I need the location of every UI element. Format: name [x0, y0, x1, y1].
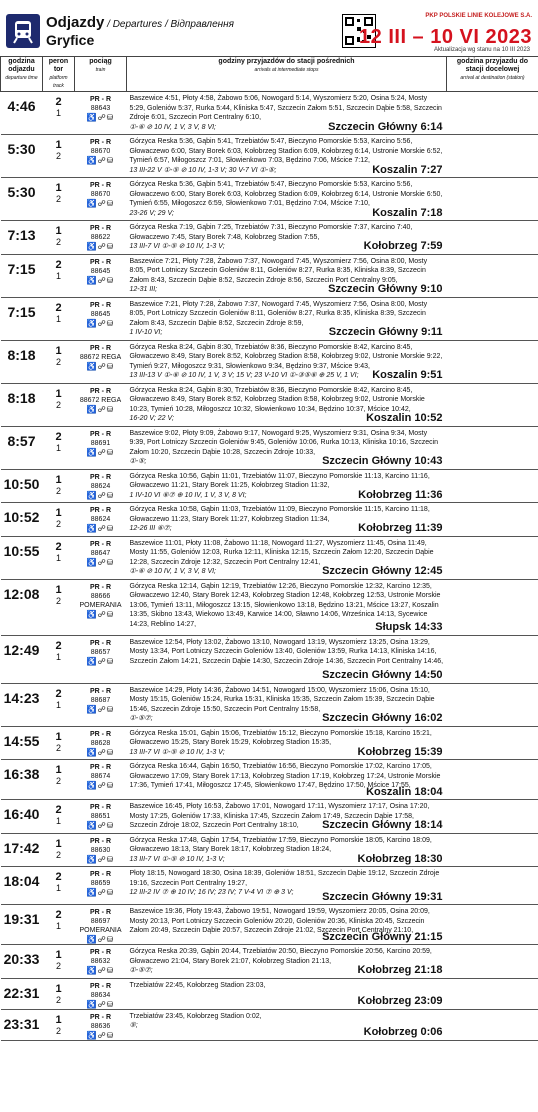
intermediate-stops: Baszewice 16:45, Płoty 16:53, Żabowo 17:01, Nowogard 17:11, Wyszomierz 17:17, Osina 17:20, Mosty 17:25, Goleniów 17:33, Kliniska 17:45, Szczecin Załom 17:49, Szczecin Dąbie 17:58, Szczecin Zdroje 18:02, Szczecin Port Centralny 18:10, Szczecin Główny 18:14	[127, 800, 447, 834]
destination-arrival: Kołobrzeg 11:39	[358, 522, 443, 534]
destination-arrival: Koszalin 9:51	[372, 369, 443, 381]
page-title: Odjazdy / Departures / Відправлення	[46, 14, 234, 31]
running-days-note: ①-⑥ ⊘ 10 IV, 1 V, 3 V, 8 VI;	[129, 123, 217, 131]
amenity-icons: ♿☍⛁	[86, 318, 115, 328]
departure-time: 8:18	[1, 383, 43, 426]
destination-arrival: Szczecin Główny 9:10	[328, 283, 443, 295]
train-info: PR - R 88630 ♿☍⛁	[75, 833, 127, 867]
amenity-icons: ♿☍⛁	[86, 404, 115, 414]
amenity-icons: ♿☍⛁	[86, 888, 115, 897]
train-info: PR - R 88697 POMERANIA ♿☍⛁	[75, 905, 127, 945]
table-row	[1, 297, 538, 340]
intermediate-stops: Płoty 18:15, Nowogard 18:30, Osina 18:39, Goleniów 18:51, Szczecin Dąbie 19:12, Szczecin Zdroje 19:16, Szczecin Port Centralny 19:27, 12 III-2 IV ⑦ ⊕ 10 IV; 16 IV; 23 IV; 7 V-4 VI ⑦ ⊕ 3 V; Szczecin Główny 19:31	[127, 867, 447, 905]
platform-track: 2 1	[43, 536, 75, 579]
platform-track: 1 2	[43, 135, 75, 178]
amenity-icons: ♿☍⛁	[86, 781, 115, 790]
departure-time: 12:08	[1, 579, 43, 635]
platform-track: 2 1	[43, 635, 75, 683]
table-row	[1, 178, 538, 221]
departure-time: 22:31	[1, 978, 43, 1009]
train-info: PR - R 88636 ♿☍⛁	[75, 1009, 127, 1040]
destination-cell	[447, 978, 538, 1009]
departure-time: 14:23	[1, 683, 43, 726]
intermediate-stops: Baszewice 4:51, Płoty 4:58, Żabowo 5:06, Nowogard 5:14, Wyszomierz 5:20, Osina 5:24, Mosty 5:29, Goleniów 5:37, Rurka 5:44, Kliniska 5:47, Szczecin Załom 5:51, Szczecin Dąbie 5:58, Szczecin Zdroje 6:01, Szczecin Port Centralny 6:10, ①-⑥ ⊘ 10 IV, 1 V, 3 V, 8 VI; Szczecin Główny 6:14	[127, 92, 447, 135]
destination-cell	[447, 469, 538, 503]
table-row	[1, 92, 538, 135]
amenity-icons: ♿☍⛁	[86, 275, 115, 285]
intermediate-stops: Trzebiatów 22:45, Kołobrzeg Stadion 23:03, Kołobrzeg 23:09	[127, 978, 447, 1009]
train-info: PR - R 88672 REGA ♿☍⛁	[75, 383, 127, 426]
platform-track: 1 2	[43, 178, 75, 221]
train-info: PR - R 88657 ♿☍⛁	[75, 635, 127, 683]
column-header-train: pociąg train	[75, 57, 127, 92]
table-row	[1, 833, 538, 867]
train-info: PR - R 88624 ♿☍⛁	[75, 503, 127, 537]
destination-cell	[447, 340, 538, 383]
destination-cell	[447, 800, 538, 834]
destination-cell	[447, 135, 538, 178]
table-row	[1, 340, 538, 383]
intermediate-stops: Górzyca Reska 5:36, Gąbin 5:41, Trzebiatów 5:47, Bieczyno Pomorskie 5:53, Karcino 5:56, Głowaczewo 6:00, Stary Borek 6:03, Kołobrzeg Stadion 6:09, Kołobrzeg 6:14, Ustronie Morskie 6:50, Tymień 6:55, Miłogoszcz 6:59, Słowienkowo 7:01, Będzino 7:04, Mścice 7:10, 23-26 V; 29 V; Koszalin 7:18	[127, 178, 447, 221]
table-row	[1, 800, 538, 834]
running-days-note: ①-⑤;	[129, 458, 147, 465]
intermediate-stops: Baszewice 14:29, Płoty 14:36, Żabowo 14:51, Nowogard 15:00, Wyszomierz 15:06, Osina 15:10, Mosty 15:15, Goleniów 15:24, Rurka 15:31, Kliniska 15:35, Szczecin Załom 15:39, Szczecin Dąbie 15:46, Szczecin Zdroje 15:50, Szczecin Port Centralny 15:58, ①-⑤⑦; Szczecin Główny 16:02	[127, 683, 447, 726]
amenity-icons: ♿☍⛁	[86, 935, 115, 944]
destination-arrival: Kołobrzeg 18:30	[357, 852, 443, 865]
train-info: PR - R 88659 ♿☍⛁	[75, 867, 127, 905]
platform-track: 1 2	[43, 833, 75, 867]
running-days-note: 23-26 V; 29 V;	[129, 209, 174, 217]
table-row	[1, 426, 538, 469]
amenity-icons: ♿☍⛁	[86, 490, 115, 500]
amenity-icons: ♿☍⛁	[86, 242, 115, 251]
amenity-icons: ♿☍⛁	[86, 821, 115, 830]
destination-arrival: Szczecin Główny 21:15	[322, 930, 443, 943]
amenity-icons: ♿☍⛁	[86, 447, 115, 457]
train-info: PR - R 88645 ♿☍⛁	[75, 254, 127, 297]
intermediate-stops: Górzyca Reska 17:48, Gąbin 17:54, Trzebiatów 17:59, Bieczyno Pomorskie 18:05, Karcino 18:09, Głowaczewo 18:13, Stary Borek 18:17, Kołobrzeg Stadion 18:24, 13 III-7 VI ①-⑤ ⊘ 10 IV, 1-3 V; Kołobrzeg 18:30	[127, 833, 447, 867]
column-header-destination: godzina przyjazdu do stacji docelowej arrival at destination (station)	[447, 57, 538, 92]
update-note: Aktualizacja wg stanu na 10 III 2023	[433, 47, 530, 53]
amenity-icons: ♿☍⛁	[86, 609, 115, 619]
train-info: PR - R 88674 ♿☍⛁	[75, 760, 127, 800]
platform-track: 1 2	[43, 383, 75, 426]
platform-track: 1 2	[43, 978, 75, 1009]
destination-arrival: Szczecin Główny 16:02	[322, 712, 443, 724]
intermediate-stops: Baszewice 19:36, Płoty 19:43, Żabowo 19:51, Nowogard 19:59, Wyszomierz 20:05, Osina 20:09, Mosty 20:13, Port Lotniczy Szczecin Goleniów 20:20, Goleniów 20:36, Kliniska 20:45, Szczecin Załom 20:49, Szczecin Dąbie 20:57, Szczecin Zdroje 21:02, Szczecin Port Centralny 21:10, Szczecin Główny 21:15	[127, 905, 447, 945]
platform-track: 2 1	[43, 92, 75, 135]
column-header-time: godzina odjazdu departure time	[1, 57, 43, 92]
destination-arrival: Szczecin Główny 18:14	[322, 819, 443, 831]
departure-time: 5:30	[1, 178, 43, 221]
table-row	[1, 867, 538, 905]
timetable	[0, 56, 538, 1041]
amenity-icons: ♿☍⛁	[86, 361, 115, 371]
platform-track: 2 1	[43, 905, 75, 945]
table-row	[1, 383, 538, 426]
intermediate-stops: Baszewice 12:54, Płoty 13:02, Żabowo 13:10, Nowogard 13:19, Wyszomierz 13:25, Osina 13:29, Mosty 13:34, Port Lotniczy Szczecin Goleniów 13:40, Goleniów 13:59, Rurka 14:13, Kliniska 14:16, Szczecin Załom 14:21, Szczecin Dąbie 14:30, Szczecin Zdroje 14:36, Szczecin Port Centralny 14:46, Szczecin Główny 14:50	[127, 635, 447, 683]
train-icon	[6, 14, 40, 48]
intermediate-stops: Górzyca Reska 10:56, Gąbin 11:01, Trzebiatów 11:07, Bieczyno Pomorskie 11:13, Karcino 11:16, Głowaczewo 11:21, Stary Borek 11:25, Kołobrzeg Stadion 11:32, 1 IV-10 VI ⑥⑦ ⊕ 10 IV, 1 V, 3 V, 8 VI; Kołobrzeg 11:36	[127, 469, 447, 503]
validity-dates: 12 III – 10 VI 2023	[359, 26, 532, 48]
destination-arrival: Kołobrzeg 23:09	[357, 995, 443, 1007]
train-info: PR - R 88672 REGA ♿☍⛁	[75, 340, 127, 383]
table-row	[1, 579, 538, 635]
destination-cell	[447, 1009, 538, 1040]
amenity-icons: ♿☍⛁	[86, 113, 115, 122]
column-header-stops: godziny przyjazdów do stacji pośrednich arrivals at intermediate stops	[127, 57, 447, 92]
destination-arrival: Kołobrzeg 21:18	[357, 964, 443, 976]
running-days-note: ⑤;	[129, 1022, 138, 1029]
destination-arrival: Kołobrzeg 11:36	[358, 488, 443, 501]
platform-track: 2 1	[43, 683, 75, 726]
destination-arrival: Kołobrzeg 7:59	[363, 240, 443, 252]
running-days-note: 13 III-7 VI ①-⑤ ⊘ 10 IV, 1-3 V;	[129, 855, 225, 863]
destination-cell	[447, 297, 538, 340]
amenity-icons: ♿☍⛁	[86, 704, 115, 714]
table-row	[1, 905, 538, 945]
timetable-body	[1, 92, 538, 1041]
intermediate-stops: Baszewice 9:02, Płoty 9:09, Żabowo 9:17, Nowogard 9:25, Wyszomierz 9:31, Osina 9:34, Mosty 9:39, Port Lotniczy Szczecin Goleniów 9:45, Goleniów 10:06, Rurka 10:13, Kliniska 10:16, Szczecin Załom 10:20, Szczecin Dąbie 10:28, Szczecin Zdroje 10:33, ①-⑤; Szczecin Główny 10:43	[127, 426, 447, 469]
platform-track: 1 2	[43, 1009, 75, 1040]
departure-time: 16:38	[1, 760, 43, 800]
running-days-note: 1 IV-10 VI;	[129, 329, 163, 336]
platform-track: 2 1	[43, 800, 75, 834]
amenity-icons: ♿☍⛁	[86, 966, 115, 975]
departure-time: 17:42	[1, 833, 43, 867]
intermediate-stops: Górzyca Reska 8:24, Gąbin 8:30, Trzebiatów 8:36, Bieczyno Pomorskie 8:42, Karcino 8:45, Głowaczewo 8:49, Stary Borek 8:52, Kołobrzeg Stadion 8:58, Kołobrzeg 9:02, Ustronie Morskie 9:22, Tymień 9:27, Miłogoszcz 9:31, Słowienkowo 9:34, Będzino 9:37, Mścice 9:43, 13 III-13 V ①-⑥ ⊘ 10 IV, 1 V, 3 V; 15 V; 23 V-10 VI ①-③⑤⑥ ⊕ 25 V, 1 VI; Koszalin 9:51	[127, 340, 447, 383]
destination-cell	[447, 579, 538, 635]
platform-track: 1 2	[43, 469, 75, 503]
destination-cell	[447, 945, 538, 979]
column-header-platform: peron tor platform track	[43, 57, 75, 92]
running-days-note: 1 IV-10 VI ⑥⑦ ⊕ 10 IV, 1 V, 3 V, 8 VI;	[129, 491, 247, 499]
platform-track: 1 2	[43, 945, 75, 979]
intermediate-stops: Górzyca Reska 8:24, Gąbin 8:30, Trzebiatów 8:36, Bieczyno Pomorskie 8:42, Karcino 8:45, Głowaczewo 8:49, Stary Borek 8:52, Kołobrzeg Stadion 8:58, Kołobrzeg 9:02, Ustronie Morskie 10:23, Tymień 10:28, Miłogoszcz 10:32, Słowienkowo 10:34, Będzino 10:37, Mścice 10:42, 16-20 V; 22 V; Koszalin 10:52	[127, 383, 447, 426]
intermediate-stops: Trzebiatów 23:45, Kołobrzeg Stadion 0:02, ⑤; Kołobrzeg 0:06	[127, 1009, 447, 1040]
table-row	[1, 221, 538, 255]
platform-track: 1 2	[43, 760, 75, 800]
page-header	[0, 0, 538, 56]
departure-time: 5:30	[1, 135, 43, 178]
destination-arrival: Kołobrzeg 15:39	[357, 745, 443, 758]
table-row	[1, 635, 538, 683]
destination-arrival: Słupsk 14:33	[375, 621, 443, 633]
destination-cell	[447, 426, 538, 469]
brand-logo: PKP POLSKIE LINIE KOLEJOWE S.A.	[425, 13, 532, 19]
destination-cell	[447, 635, 538, 683]
departure-time: 10:55	[1, 536, 43, 579]
platform-track: 1 2	[43, 579, 75, 635]
station-name: Gryfice	[46, 32, 95, 48]
destination-arrival: Szczecin Główny 12:45	[322, 565, 443, 577]
table-row	[1, 683, 538, 726]
departure-time: 7:13	[1, 221, 43, 255]
destination-cell	[447, 503, 538, 537]
intermediate-stops: Baszewice 11:01, Płoty 11:08, Żabowo 11:18, Nowogard 11:27, Wyszomierz 11:45, Osina 11:49, Mosty 11:55, Goleniów 12:03, Rurka 12:11, Kliniska 12:15, Szczecin Załom 12:20, Szczecin Dąbie 12:28, Szczecin Zdroje 12:32, Szczecin Port Centralny 12:41, ①-⑥ ⊘ 10 IV, 1 V, 3 V, 8 VI; Szczecin Główny 12:45	[127, 536, 447, 579]
destination-cell	[447, 383, 538, 426]
departure-time: 19:31	[1, 905, 43, 945]
running-days-note: 13 III-7 VI ①-⑤ ⊘ 10 IV, 1-3 V;	[129, 748, 225, 756]
amenity-icons: ♿☍⛁	[86, 524, 115, 533]
destination-arrival: Szczecin Główny 19:31	[322, 890, 443, 903]
intermediate-stops: Górzyca Reska 20:39, Gąbin 20:44, Trzebiatów 20:50, Bieczyno Pomorskie 20:56, Karcino 20:59, Głowaczewo 21:04, Stary Borek 21:07, Kołobrzeg Stadion 21:13, ①-⑤⑦; Kołobrzeg 21:18	[127, 945, 447, 979]
intermediate-stops: Baszewice 7:21, Płoty 7:28, Żabowo 7:37, Nowogard 7:45, Wyszomierz 7:56, Osina 8:00, Mosty 8:05, Port Lotniczy Szczecin Goleniów 8:11, Goleniów 8:27, Rurka 8:35, Kliniska 8:39, Szczecin Załom 8:43, Szczecin Dąbie 8:52, Szczecin Zdroje 8:59, 1 IV-10 VI; Szczecin Główny 9:11	[127, 297, 447, 340]
destination-arrival: Szczecin Główny 10:43	[322, 455, 443, 467]
amenity-icons: ♿☍⛁	[86, 854, 115, 864]
running-days-note: 12-31 III;	[129, 286, 158, 293]
destination-cell	[447, 833, 538, 867]
departure-time: 16:40	[1, 800, 43, 834]
table-row	[1, 135, 538, 178]
running-days-note: ①-⑥ ⊘ 10 IV, 1 V, 3 V, 8 VI;	[129, 568, 217, 575]
platform-track: 1 2	[43, 221, 75, 255]
train-info: PR - R 88632 ♿☍⛁	[75, 945, 127, 979]
departure-time: 20:33	[1, 945, 43, 979]
train-info: PR - R 88666 POMERANIA ♿☍⛁	[75, 579, 127, 635]
destination-arrival: Koszalin 7:18	[372, 206, 443, 219]
running-days-note: ①-⑤⑦;	[129, 715, 153, 722]
amenity-icons: ♿☍⛁	[86, 557, 115, 567]
intermediate-stops: Baszewice 7:21, Płoty 7:28, Żabowo 7:37, Nowogard 7:45, Wyszomierz 7:56, Osina 8:00, Mosty 8:05, Port Lotniczy Szczecin Goleniów 8:11, Goleniów 8:27, Rurka 8:35, Kliniska 8:39, Szczecin Załom 8:43, Szczecin Dąbie 8:52, Szczecin Zdroje 8:56, Szczecin Port Centralny 9:05, 12-31 III; Szczecin Główny 9:10	[127, 254, 447, 297]
table-row	[1, 503, 538, 537]
train-info: PR - R 88647 ♿☍⛁	[75, 536, 127, 579]
train-info: PR - R 88634 ♿☍⛁	[75, 978, 127, 1009]
table-row	[1, 469, 538, 503]
train-info: PR - R 88645 ♿☍⛁	[75, 297, 127, 340]
destination-cell	[447, 221, 538, 255]
departure-time: 12:49	[1, 635, 43, 683]
intermediate-stops: Górzyca Reska 10:58, Gąbin 11:03, Trzebiatów 11:09, Bieczyno Pomorskie 11:15, Karcino 11:18, Głowaczewo 11:23, Stary Borek 11:27, Kołobrzeg Stadion 11:34, 12-26 III ⑥⑦; Kołobrzeg 11:39	[127, 503, 447, 537]
departure-time: 10:52	[1, 503, 43, 537]
train-info: PR - R 88643 ♿☍⛁	[75, 92, 127, 135]
departure-time: 4:46	[1, 92, 43, 135]
train-info: PR - R 88622 ♿☍⛁	[75, 221, 127, 255]
departure-time: 14:55	[1, 726, 43, 760]
train-info: PR - R 88670 ♿☍⛁	[75, 178, 127, 221]
destination-arrival: Kołobrzeg 0:06	[363, 1026, 443, 1038]
running-days-note: ①-⑤⑦;	[129, 967, 153, 974]
destination-cell	[447, 683, 538, 726]
departure-time: 10:50	[1, 469, 43, 503]
amenity-icons: ♿☍⛁	[86, 199, 115, 208]
amenity-icons: ♿☍⛁	[86, 656, 115, 666]
destination-cell	[447, 726, 538, 760]
departure-time: 8:18	[1, 340, 43, 383]
running-days-note: 16-20 V; 22 V;	[129, 415, 174, 422]
platform-track: 1 2	[43, 340, 75, 383]
table-row	[1, 1009, 538, 1040]
running-days-note: 12 III-2 IV ⑦ ⊕ 10 IV; 16 IV; 23 IV; 7 V-4 VI ⑦ ⊕ 3 V;	[129, 889, 294, 896]
amenity-icons: ♿☍⛁	[86, 1030, 115, 1040]
destination-cell	[447, 536, 538, 579]
departure-time: 23:31	[1, 1009, 43, 1040]
train-info: PR - R 88628 ♿☍⛁	[75, 726, 127, 760]
destination-cell	[447, 905, 538, 945]
departure-time: 18:04	[1, 867, 43, 905]
running-days-note: 13 III-13 V ①-⑥ ⊘ 10 IV, 1 V, 3 V; 15 V; 23 V-10 VI ①-③⑤⑥ ⊕ 25 V, 1 VI;	[129, 372, 359, 379]
intermediate-stops: Górzyca Reska 15:01, Gąbin 15:06, Trzebiatów 15:12, Bieczyno Pomorskie 15:18, Karcino 15:21, Głowaczewo 15:25, Stary Borek 15:29, Kołobrzeg Stadion 15:35, 13 III-7 VI ①-⑤ ⊘ 10 IV, 1-3 V; Kołobrzeg 15:39	[127, 726, 447, 760]
table-row	[1, 254, 538, 297]
platform-track: 2 1	[43, 254, 75, 297]
platform-track: 2 1	[43, 867, 75, 905]
destination-cell	[447, 760, 538, 800]
amenity-icons: ♿☍⛁	[86, 747, 115, 757]
destination-cell	[447, 867, 538, 905]
train-info: PR - R 88670 ♿☍⛁	[75, 135, 127, 178]
train-info: PR - R 88691 ♿☍⛁	[75, 426, 127, 469]
platform-track: 1 2	[43, 726, 75, 760]
amenity-icons: ♿☍⛁	[86, 999, 115, 1009]
train-info: PR - R 88651 ♿☍⛁	[75, 800, 127, 834]
running-days-note: 12-26 III ⑥⑦;	[129, 525, 172, 532]
destination-arrival: Szczecin Główny 9:11	[328, 326, 443, 338]
destination-cell	[447, 178, 538, 221]
platform-track: 2 1	[43, 426, 75, 469]
platform-track: 2 1	[43, 297, 75, 340]
platform-track: 1 2	[43, 503, 75, 537]
departure-time: 8:57	[1, 426, 43, 469]
departure-time: 7:15	[1, 254, 43, 297]
train-info: PR - R 88687 ♿☍⛁	[75, 683, 127, 726]
destination-cell	[447, 92, 538, 135]
running-days-note: 13 III-7 VI ①-⑤ ⊘ 10 IV, 1-3 V;	[129, 243, 225, 250]
table-row	[1, 760, 538, 800]
departure-time: 7:15	[1, 297, 43, 340]
intermediate-stops: Górzyca Reska 12:14, Gąbin 12:19, Trzebiatów 12:26, Bieczyno Pomorskie 12:32, Karcino 12:35, Głowaczewo 12:40, Stary Borek 12:43, Kołobrzeg Stadion 12:48, Kołobrzeg 12:53, Ustronie Morskie 13:06, Tymień 13:11, Miłogoszcz 13:15, Słowienkowo 13:18, Będzino 13:21, Mścice 13:27, Koszalin 13:35, Skibno 13:43, Wiekowo 13:49, Karwice 14:00, Sławno 14:06, Wrześnica 14:13, Sycewice 14:23, Reblino 14:27, Słupsk 14:33	[127, 579, 447, 635]
intermediate-stops: Górzyca Reska 16:44, Gąbin 16:50, Trzebiatów 16:56, Bieczyno Pomorskie 17:02, Karcino 17:05, Głowaczewo 17:09, Stary Borek 17:13, Kołobrzeg Stadion 17:19, Kołobrzeg 17:24, Ustronie Morskie 17:36, Tymień 17:41, Miłogoszcz 17:45, Słowienkowo 17:47, Będzino 17:50, Mścice 17:55, Koszalin 18:04	[127, 760, 447, 800]
table-row	[1, 536, 538, 579]
destination-arrival: Koszalin 18:04	[366, 785, 443, 798]
destination-arrival: Koszalin 10:52	[366, 412, 443, 424]
table-row	[1, 978, 538, 1009]
amenity-icons: ♿☍⛁	[86, 156, 115, 165]
table-row	[1, 945, 538, 979]
destination-arrival: Koszalin 7:27	[372, 163, 443, 176]
destination-cell	[447, 254, 538, 297]
train-info: PR - R 88624 ♿☍⛁	[75, 469, 127, 503]
intermediate-stops: Górzyca Reska 5:36, Gąbin 5:41, Trzebiatów 5:47, Bieczyno Pomorskie 5:53, Karcino 5:56, Głowaczewo 6:00, Stary Borek 6:03, Kołobrzeg Stadion 6:09, Kołobrzeg 6:14, Ustronie Morskie 6:52, Tymień 6:57, Miłogoszcz 7:01, Słowienkowo 7:03, Będzino 7:06, Mścice 7:12, 13 III-22 V ①-⑤ ⊘ 10 IV, 1-3 V; 30 V-7 VI ①-⑤; Koszalin 7:27	[127, 135, 447, 178]
table-row	[1, 726, 538, 760]
running-days-note: 13 III-22 V ①-⑤ ⊘ 10 IV, 1-3 V; 30 V-7 VI ①-⑤;	[129, 166, 277, 174]
intermediate-stops: Górzyca Reska 7:19, Gąbin 7:25, Trzebiatów 7:31, Bieczyno Pomorskie 7:37, Karcino 7:40, Głowaczewo 7:45, Stary Borek 7:48, Kołobrzeg Stadion 7:55, 13 III-7 VI ①-⑤ ⊘ 10 IV, 1-3 V; Kołobrzeg 7:59	[127, 221, 447, 255]
destination-arrival: Szczecin Główny 14:50	[322, 669, 443, 681]
destination-arrival: Szczecin Główny 6:14	[328, 120, 443, 133]
